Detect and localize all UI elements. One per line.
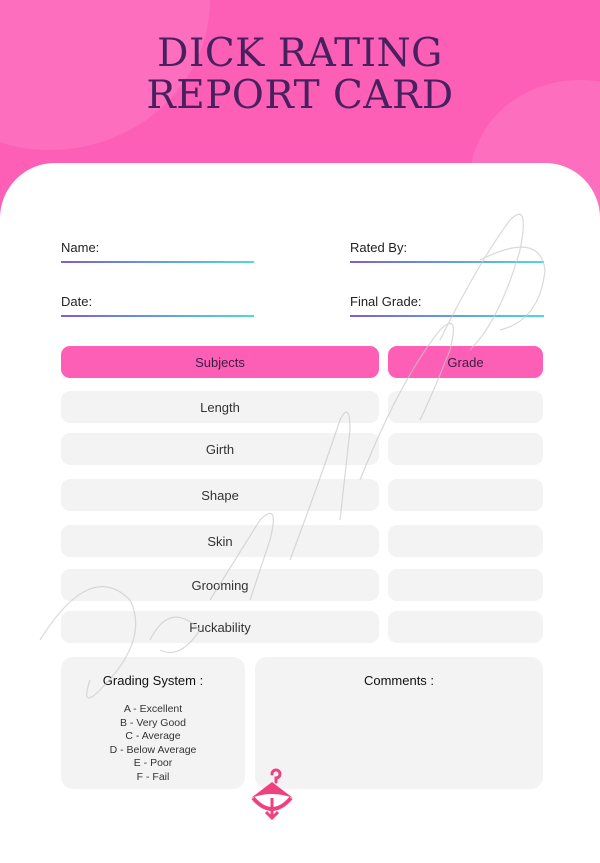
subject-row-grooming: Grooming	[61, 569, 379, 601]
grade-cell-skin[interactable]	[388, 525, 543, 557]
date-field[interactable]	[61, 315, 254, 317]
comments-title: Comments :	[363, 673, 435, 688]
grading-system-panel	[61, 657, 245, 789]
subject-row-skin: Skin	[61, 525, 379, 557]
grade-item: A - Excellent	[123, 703, 183, 715]
rated-by-label: Rated By:	[350, 240, 408, 255]
grading-system-list	[61, 703, 245, 785]
page-title-line-1: DICK RATING	[157, 31, 443, 76]
subject-row-length: Length	[61, 391, 379, 423]
name-field[interactable]	[61, 261, 254, 263]
grade-item: F - Fail	[136, 770, 170, 783]
grade-item: D - Below Average	[109, 743, 197, 756]
name-label: Name:	[61, 240, 100, 255]
subject-row-girth: Girth	[61, 433, 379, 465]
final-grade-label: Final Grade:	[350, 294, 422, 309]
grade-cell-fuckability[interactable]	[388, 611, 543, 643]
final-grade-field[interactable]	[350, 315, 544, 317]
grade-item: E - Poor	[133, 757, 173, 770]
grade-cell-shape[interactable]	[388, 479, 543, 511]
grade-item: B - Very Good	[120, 716, 186, 729]
subject-row-fuckability: Fuckability	[61, 611, 379, 643]
rated-by-field[interactable]	[350, 261, 544, 263]
grading-system-title: Grading System :	[102, 673, 204, 688]
date-label: Date:	[61, 294, 93, 309]
page-title-line-2: REPORT CARD	[146, 73, 454, 118]
grade-item: C - Average	[125, 730, 181, 743]
subject-row-shape: Shape	[61, 479, 379, 511]
grade-cell-grooming[interactable]	[388, 569, 543, 601]
hanger-logo-icon	[245, 768, 299, 824]
grade-cell-length[interactable]	[388, 391, 543, 423]
subjects-header: Subjects	[61, 346, 379, 378]
grade-header: Grade	[388, 346, 543, 378]
grade-cell-girth[interactable]	[388, 433, 543, 465]
